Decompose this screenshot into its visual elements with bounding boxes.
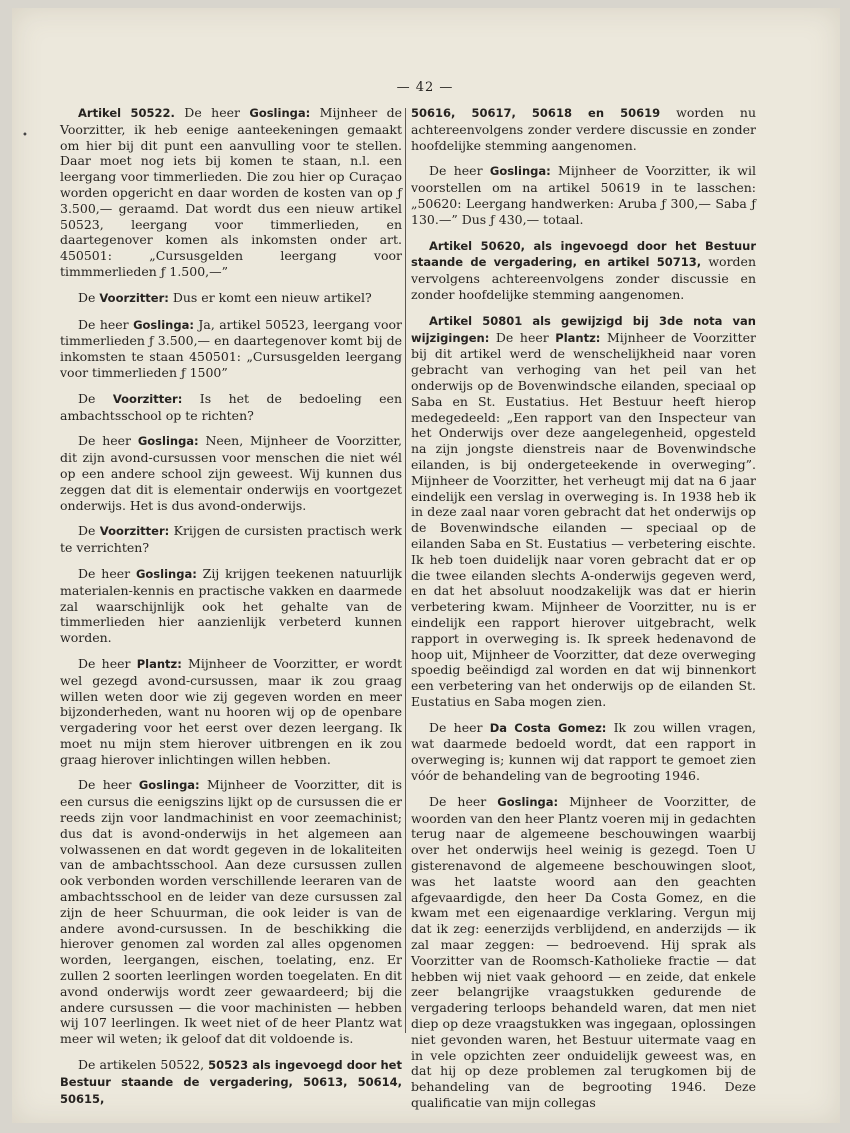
article-ref: Artikel 50620, als ingevoegd door het Bestuur staande de vergadering, en artikel 50713, [411,238,756,270]
speaker-name: Goslinga: [249,106,311,120]
paragraph-plantz-1 [60,656,402,768]
paragraph-continued-articles [411,105,756,153]
paragraph-artikel-50801 [411,313,756,710]
text: De heer [429,793,498,809]
paragraph-voorzitter-1 [60,290,402,307]
paragraph-goslinga-6 [411,163,756,227]
text: De heer [489,329,556,345]
speech-text: Is het de bedoeling een ambachtsschool op te richten? [60,390,402,423]
speech-text: Dus er komt een nieuw artikel? [168,289,372,305]
speaker-name: Goslinga: [138,778,200,793]
speaker-name: Da Costa Gomez: [489,720,607,735]
speech-text: Neen, Mijnheer de Voorzitter, dit zijn avond-cursussen voor menschen die niet wél op een andere school zijn geweest. Wij kunnen dus zeggen dat dit is elementair onderwijs en voortgezet onderwijs. Het is dus avond-onderwijs. [60,433,403,513]
paragraph-voorzitter-2 [60,391,402,424]
text: De [78,390,113,406]
article-ref: Artikel 50801 als gewijzigd bij 3de nota van wijzigingen: [411,313,756,345]
speech-text: Mijnheer de Voorzitter, ik heb eenige aanteekeningen gemaakt om hier bij dit punt een aanvulling voor te stellen. Daar moet nog iets bij komen te staan, n.l. een leergang voor timmerlieden. Die zou hier op Curaçao worden opgericht en daar worden de kosten van op ƒ 3.500,— geraamd. Dat wordt dus een nieuw artikel 50523, leergang voor timmerlieden, en daartegenover komen als inkomsten onder art. 450501: „Cursusgelden leergang voor timmmerlieden ƒ 1.500,—” [60,105,402,279]
article-ref: 50523 als ingevoegd door het Bestuur staande de vergadering, 50613, 50614, 50615, [60,1058,402,1106]
paragraph-goslinga-4 [60,566,402,646]
paragraph-artikelen [60,1057,402,1107]
article-ref: Artikel 50522. [78,106,175,120]
text: De heer [78,565,136,581]
text: De [78,523,100,539]
text: De heer [78,316,134,332]
speaker-name: Goslinga: [137,434,199,449]
paragraph-goslinga-5 [60,777,402,1047]
speaker-name: Plantz: [136,656,182,671]
paragraph-voorzitter-3 [60,523,402,556]
paragraph-goslinga-3 [60,433,402,513]
paragraph-da-costa-gomez [411,720,756,784]
article-ref: 50616, 50617, 50618 en 50619 [411,106,661,120]
text: De heer [174,105,250,120]
paragraph-artikel-50620 [411,238,756,303]
speech-text: Mijnheer de Voorzitter, dit is een cursus die eenigszins lijkt op de cursussen die er reeds zijn voor landmachinist en voor zeemachinist; dus dat is avond-onderwijs in het algemeen aan volwassenen en dat wordt gegeven in de lokaliteiten van de ambachtsschool. Aan deze cursussen zullen ook verbonden worden verschillende leeraren van de ambachtsschool en de leider van deze cursussen zal zijn de heer Schuurman, die ook leider is van de andere avond-cursussen. In de beschikking die hierover genomen zal worden zal alles opgenomen worden, leergangen, eischen, toelating, enz. Er zullen 2 soorten leerlingen worden toegelaten. En dit avond onderwijs wordt zeer gewaardeerd; bij die andere cursussen — die voor machinisten — hebben wij 107 leerlingen. Ik weet niet of de heer Plantz wat meer wil weten; ik geloof dat dit voldoende is. [60,777,402,1047]
text: De heer [78,655,137,671]
paragraph-artikel-50522 [60,105,402,280]
speech-text: Ik zou willen vragen, wat daarmede bedoeld wordt, dat een rapport in overweging is; kunnen wij dat rapport te gemoet zien vóór de behandeling van de begrooting 1946. [411,719,757,784]
speaker-name: Goslinga: [133,317,194,332]
speaker-name: Voorzitter: [99,290,169,305]
speaker-name: Goslinga: [489,164,551,179]
speech-text: Krijgen de cursisten practisch werk te verrichten? [60,523,402,556]
text: De heer [429,163,490,179]
text: De heer [78,433,138,449]
paragraph-goslinga-7 [411,794,756,1111]
right-column [411,105,756,1121]
column-divider [405,108,406,1033]
page-number: — 42 — [396,80,454,95]
text: worden vervolgens achtereenvolgens zonder discussie en zonder hoofdelijke stemming aangenomen. [411,254,757,302]
paragraph-goslinga-2 [60,317,402,381]
text: De heer [78,777,139,793]
speaker-name: Goslinga: [497,794,559,809]
left-column [60,105,402,1117]
speech-text: Mijnheer de Voorzitter, de woorden van den heer Plantz voeren mij in gedachten terug naar de algemeene beschouwingen waarbij over het onderwijs heel weinig is gezegd. Toen U gisterenavond de algemeene beschouwingen sloot, was het laatste woord aan den geachten afgevaardigde, den heer Da Costa Gomez, en die kwam met een eigenaardige verklaring. Vergun mij dat ik zeg: eenerzijds verblijdend, en anderzijds — ik zal maar zeggen: — bedroevend. Hij sprak als Voorzitter van de Roomsch-Katholieke fractie — dat hebben wij niet vaak gehoord — en zeide, dat enkele zeer belangrijke vraagstukken gedurende de vergadering terloops behandeld waren, dat men niet diep op deze vraagstukken was ingegaan, oplossingen niet gevonden waren, het Bestuur uitermate vaag en in vele opzichten zeer onduidelijk geweest was, en dat hij op deze problemen zal terugkomen bij de behandeling van de begrooting 1946. Deze qualificatie van mijn collegas [411,793,757,1111]
speech-text: Mijnheer de Voorzitter, ik wil voorstellen om na artikel 50619 in te lasschen: „50620: Leergang handwerken: Aruba ƒ 300,— Saba ƒ 130.—” Dus ƒ 430,— totaal. [411,163,757,227]
speech-text: Ja, artikel 50523, leergang voor timmerlieden ƒ 3.500,— en daartegenover komt bij de inkomsten te staan 450501: „Cursusgelden leergang voor timmerlieden ƒ 1500” [60,316,403,380]
text: De [78,289,100,305]
text: De artikelen 50522, [78,1057,209,1073]
speech-text: Zij krijgen teekenen natuurlijk materialen-kennis en practische vakken en daarmede zal waarschijnlijk ook het gehalte van de timmerlieden hier aanzienlijk verbeterd kunnen worden. [60,565,402,646]
speaker-name: Plantz: [555,330,601,345]
speaker-name: Voorzitter: [99,524,170,539]
text: De heer [429,719,490,735]
text: worden nu achtereenvolgens zonder verdere discussie en zonder hoofdelijke stemming aangenomen. [411,105,756,153]
margin-dot: • [22,130,28,141]
speaker-name: Voorzitter: [112,391,183,406]
speech-text: Mijnheer de Voorzitter bij dit artikel werd de wenschelijkheid naar voren gebracht van verhoging van het peil van het onderwijs op de Bovenwindsche eilanden, speciaal op Saba en St. Eustatius. Het Bestuur heeft hierop medegedeeld: „Een rapport van den Inspecteur van het Onderwijs over deze aangelegenheid, opgesteld na zijn jongste dienstreis naar de Bovenwindsche eilanden, is bij ondergeteekende in overweging”. Mijnheer de Voorzitter, het verheugt mij dat na 6 jaar eindelijk een verslag in overweging is. In 1938 heb ik in deze zaal naar voren gebracht dat het onderwijs op de Bovenwindsche eilanden — speciaal op de eilanden Saba en St. Eustatius — verbetering eischte. Ik heb toen duidelijk naar voren gebracht dat er op die twee eilanden slechts A-onderwijs gegeven werd, en dat het absoluut noodzakelijk was dat er hierin verbetering kwam. Mijnheer de Voorzitter, nu is er eindelijk een rapport hierover uitgebracht, welk rapport in overweging is. Ik spreek hedenavond de hoop uit, Mijnheer de Voorzitter, dat deze overweging spoedig beëindigd zal worden en dat wij binnenkort een verbetering van het onderwijs op de eilanden St. Eustatius en Saba mogen zien. [411,329,756,709]
speaker-name: Goslinga: [135,566,197,581]
speech-text: Mijnheer de Voorzitter, er wordt wel gezegd avond-cursussen, maar ik zou graag willen weten door wie zij gegeven worden en meer bijzonderheden, want nu hooren wij op de openbare vergadering voor het eerst over dezen leergang. Ik moet nu mijn stem hierover uitbrengen en ik zou graag hierover inlichtingen willen hebben. [60,655,403,767]
